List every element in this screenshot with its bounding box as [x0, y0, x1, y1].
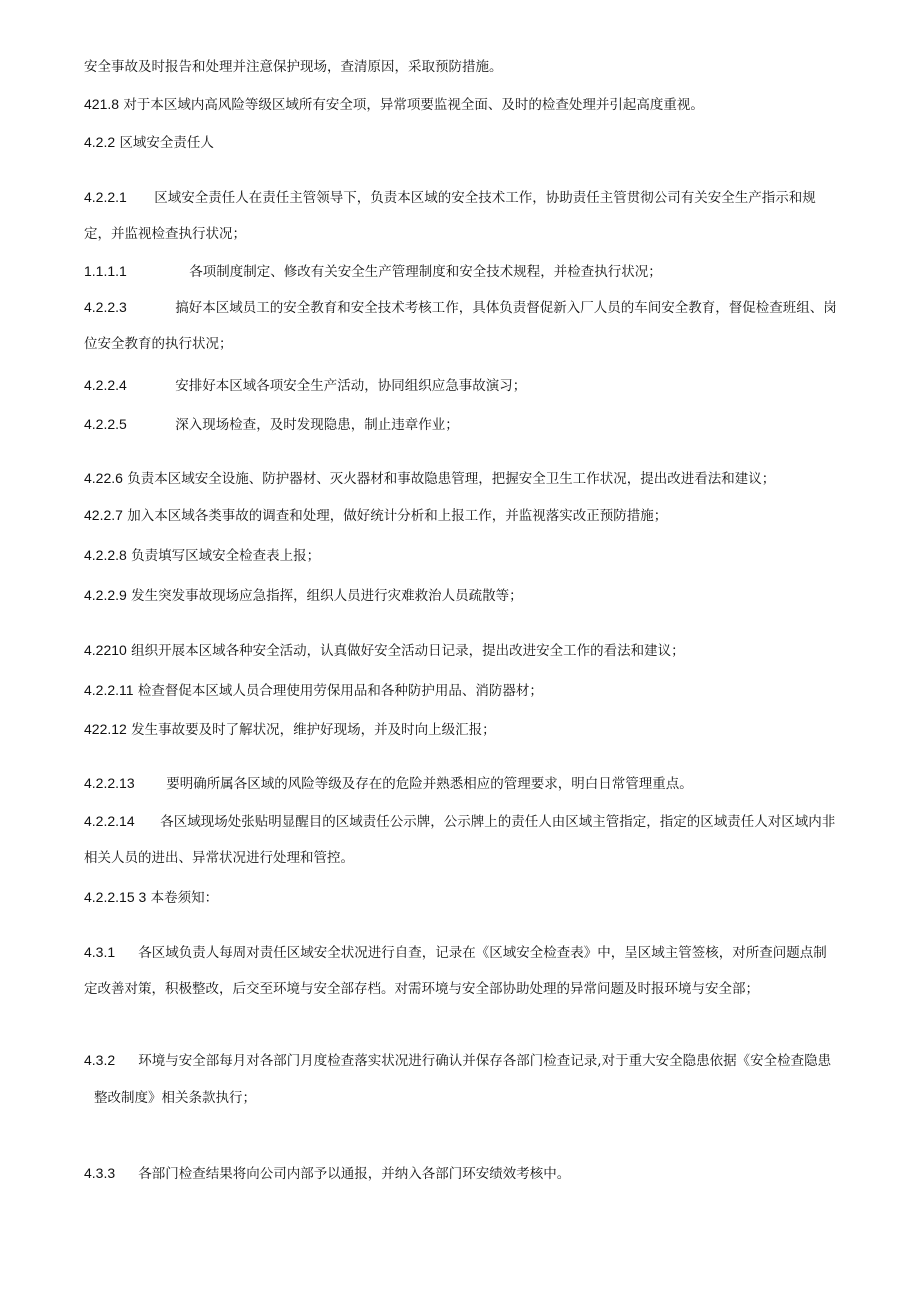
clause-4-3-1-continued: [84, 980, 900, 998]
clause-text: 检查督促本区域人员合理使用劳保用品和各种防护用品、消防器材；: [137, 683, 543, 699]
clause-number: 1.1.1.1: [84, 263, 127, 279]
clause-text: 各区域现场处张贴明显醒目的区域责任公示牌，公示牌上的责任人由区域主管指定，指定的区域责任人对区域内非: [160, 814, 836, 830]
clause-4-2-2-13: [84, 774, 900, 793]
clause-text: 本卷须知：: [150, 890, 219, 906]
clause-text: 发生突发事故现场应急指挥，组织人员进行灾难救治人员疏散等；: [131, 588, 523, 604]
clause-4-22-6: [84, 469, 900, 488]
clause-4-2-2-3: [84, 298, 900, 317]
clause-text: 位安全教育的执行状况；: [84, 336, 233, 352]
clause-text: 整改制度》相关条款执行；: [94, 1090, 256, 1106]
clause-number: 4.2.2.11: [84, 682, 134, 698]
clause-number: 4.3.2: [84, 1052, 116, 1068]
clause-4-2-2-14-continued: [84, 849, 900, 867]
clause-number: 4.22.6: [84, 470, 123, 486]
clause-4-2-2-9: [84, 586, 900, 605]
clause-number: 422.12: [84, 721, 127, 737]
clause-number: 4.2.2.1: [84, 189, 127, 205]
clause-number: 4.3.3: [84, 1165, 116, 1181]
clause-number: 4.2.2.13: [84, 775, 135, 791]
clause-number: 421.8: [84, 96, 120, 112]
clause-text: 搞好本区域员工的安全教育和安全技术考核工作，具体负责督促新入厂人员的车间安全教育，督促检查班组、岗: [175, 300, 837, 316]
clause-4-2-2-11: [84, 681, 900, 700]
clause-text: 加入本区域各类事故的调查和处理，做好统计分析和上报工作，并监视落实改正预防措施；: [127, 508, 668, 524]
section-title: 区域安全责任人: [119, 135, 214, 151]
clause-number: 4.2.2.3: [84, 299, 127, 315]
clause-4-2-2-1-continued: [84, 225, 900, 243]
clause-4-3-2-continued: [94, 1089, 900, 1107]
clause-number: 4.2.2.5: [84, 416, 127, 432]
clause-text: 各项制度制定、修改有关安全生产管理制度和安全技术规程，并检查执行状况；: [189, 264, 662, 280]
clause-4-2-2-8: [84, 546, 900, 565]
clause-text: 定，并监视检查执行状况；: [84, 226, 246, 242]
clause-4-2-2-1: [84, 188, 900, 207]
clause-4-3-3: [84, 1164, 900, 1183]
section-heading-4-2-2: [84, 133, 900, 152]
clause-number: 4.2210: [84, 642, 127, 658]
clause-4-2-2-14: [84, 812, 900, 831]
clause-4-2-2-4: [84, 376, 900, 395]
clause-4-2-2-3-continued: [84, 335, 900, 353]
clause-text: 要明确所属各区域的风险等级及存在的危险并熟悉相应的管理要求，明白日常管理重点。: [166, 776, 693, 792]
clause-text: 相关人员的进出、异常状况进行处理和管控。: [84, 850, 354, 866]
clause-number: 42.2.7: [84, 507, 123, 523]
clause-number: 4.3.1: [84, 944, 116, 960]
clause-text: 发生事故要及时了解状况，维护好现场，并及时向上级汇报；: [131, 722, 496, 738]
clause-4-3-2: [84, 1051, 900, 1070]
clause-4-3-1: [84, 943, 900, 962]
clause-4-2-2-15: [84, 888, 900, 907]
clause-number: 4.2.2.8: [84, 547, 127, 563]
clause-text: 深入现场检查，及时发现隐患，制止违章作业；: [175, 417, 459, 433]
paragraph-continuation: [84, 58, 900, 76]
clause-421-8: [84, 95, 900, 114]
clause-number: 4.2.2.14: [84, 813, 135, 829]
clause-number: 4.2.2.4: [84, 377, 127, 393]
paragraph-text: 安全事故及时报告和处理并注意保护现场，查清原因，采取预防措施。: [84, 59, 503, 75]
clause-text: 区域安全责任人在责任主管领导下，负责本区域的安全技术工作，协助责任主管贯彻公司有关安全生产指示和规: [154, 190, 816, 206]
clause-text: 负责填写区域安全检查表上报；: [131, 548, 321, 564]
clause-42-2-7: [84, 506, 900, 525]
clause-text: 各部门检查结果将向公司内部予以通报，并纳入各部门环安绩效考核中。: [138, 1166, 571, 1182]
clause-number: 4.2.2.15 3: [84, 889, 147, 905]
clause-4-2-2-5: [84, 415, 900, 434]
clause-422-12: [84, 720, 900, 739]
clause-text: 对于本区域内高风险等级区域所有安全项，异常项要监视全面、及时的检查处理并引起高度重视。: [123, 97, 704, 113]
clause-text: 环境与安全部每月对各部门月度检查落实状况进行确认并保存各部门检查记录,对于重大安全隐患依据《安全检查隐患: [138, 1053, 832, 1069]
clause-4-2210: [84, 641, 900, 660]
clause-text: 组织开展本区域各种安全活动，认真做好安全活动日记录，提出改进安全工作的看法和建议；: [131, 643, 685, 659]
clause-text: 各区域负责人每周对责任区域安全状况进行自查，记录在《区域安全检查表》中，呈区域主管签核，对所查问题点制: [138, 945, 827, 961]
clause-1-1-1-1: [84, 262, 900, 281]
clause-number: 4.2.2.9: [84, 587, 127, 603]
clause-number: 4.2.2: [84, 134, 116, 150]
clause-text: 安排好本区域各项安全生产活动，协同组织应急事故演习；: [175, 378, 527, 394]
clause-text: 负责本区域安全设施、防护器材、灭火器材和事故隐患管理，把握安全卫生工作状况，提出改进看法和建议；: [127, 471, 776, 487]
clause-text: 定改善对策，积极整改，后交至环境与安全部存档。对需环境与安全部协助处理的异常问题及时报环境与安全部；: [84, 981, 759, 997]
